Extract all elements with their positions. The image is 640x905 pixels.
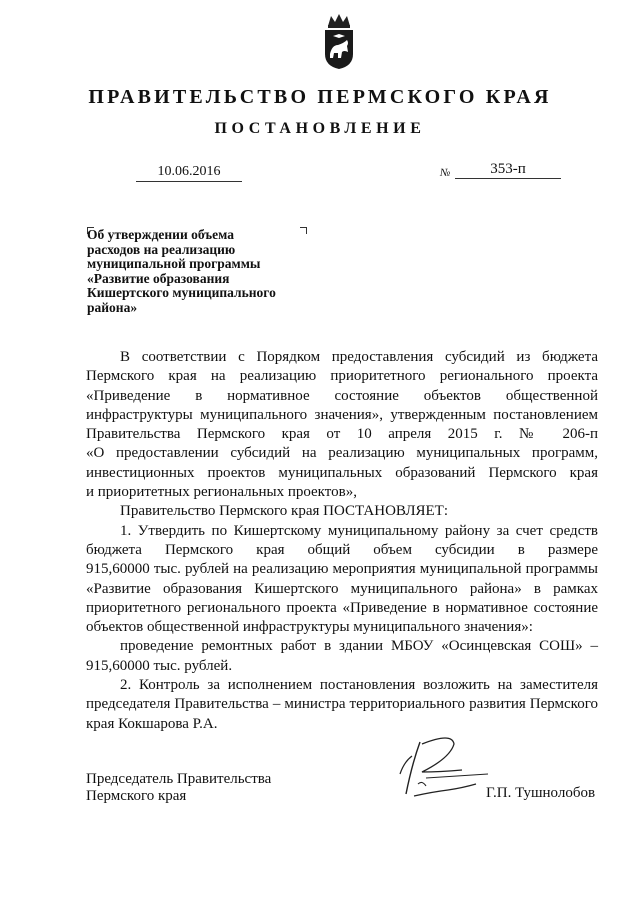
signatory-role — [86, 771, 271, 804]
document-type: ПОСТАНОВЛЕНИЕ — [214, 120, 426, 137]
body-line: 2. Контроль за исполнением постановления возложить на заместителя — [120, 677, 598, 694]
government-title: ПРАВИТЕЛЬСТВО ПЕРМСКОГО КРАЯ — [88, 86, 552, 108]
body-line: «О предоставлении субсидий на реализацию муниципальных программ, — [86, 445, 598, 462]
body-line: приоритетного регионального проекта «Приведение в нормативное состояние — [86, 599, 598, 616]
body-line: 915,60000 тыс. рублей на реализацию мероприятия муниципальной программы — [86, 561, 598, 578]
subject-line: Кишертского муниципального — [87, 285, 276, 300]
number-sign: № — [440, 167, 451, 179]
signatory-role-line: Председатель Правительства — [86, 771, 272, 787]
body-line: инфраструктуры муниципального значения», утвержденным постановлением — [86, 406, 598, 423]
body-line: края Кокшарова Р.А. — [86, 715, 218, 732]
coat-of-arms-emblem — [322, 12, 356, 70]
body-line: бюджета Пермского края общий объем субсидии в размере — [86, 541, 598, 558]
body-line: и приоритетных региональных проектов», — [86, 484, 357, 501]
body-line: объектов общественной инфраструктуры муниципального значения»: — [86, 619, 533, 636]
body-line: «Развитие образования Кишертского муниципального района» в рамках — [86, 580, 598, 597]
body-line: Пермского края на реализацию приоритетного регионального проекта — [86, 368, 598, 385]
body-line: 1. Утвердить по Кишертскому муниципальному району за счет средств — [120, 522, 598, 539]
document-body — [86, 348, 598, 734]
body-line: председателя Правительства – министра территориального развития Пермского — [86, 696, 598, 713]
subject-line: района» — [87, 299, 138, 315]
subject-line: Об утверждении объема — [87, 227, 234, 242]
body-line: «Приведение в нормативное состояние объектов общественной — [86, 387, 598, 404]
subject-line: расходов на реализацию — [87, 241, 236, 257]
body-line: инвестиционных проектов муниципальных образований Пермского края — [86, 464, 598, 481]
subject-line: «Развитие образования — [87, 270, 230, 286]
body-line: Правительство Пермского края ПОСТАНОВЛЯЕТ: — [120, 503, 449, 520]
body-line: Правительства Пермского края от 10 апреля 2015 г. № 206-п — [86, 426, 598, 443]
body-line: В соответствии с Порядком предоставления субсидий из бюджета — [120, 349, 598, 365]
document-date: 10.06.2016 — [136, 163, 242, 182]
document-subject — [87, 228, 317, 315]
document-number: 353-п — [455, 160, 561, 179]
signatory-name: Г.П. Тушнолобов — [486, 785, 596, 801]
body-line: 915,60000 тыс. рублей. — [86, 657, 233, 674]
subject-line: муниципальной программы — [87, 256, 261, 271]
signatory-role-line: Пермского края — [86, 787, 187, 804]
body-line: проведение ремонтных работ в здании МБОУ «Осинцевская СОШ» – — [120, 638, 598, 655]
